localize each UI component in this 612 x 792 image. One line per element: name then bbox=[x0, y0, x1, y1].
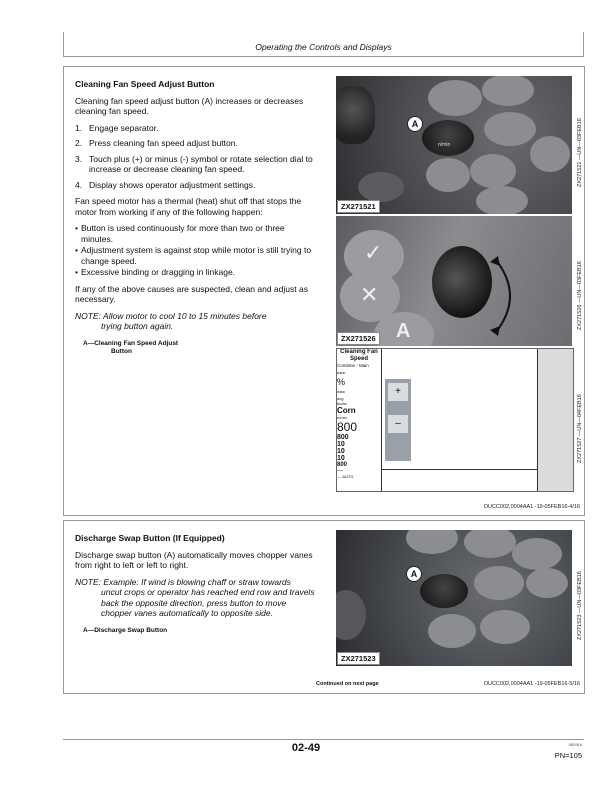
image-code: ZX271523 —UN—03FEB16 bbox=[577, 571, 583, 640]
section-discharge-swap bbox=[63, 520, 585, 694]
console-button bbox=[470, 154, 516, 188]
header-rule-bottom bbox=[63, 56, 584, 57]
console-button bbox=[476, 186, 528, 214]
step-item: 1. Engage separator. bbox=[75, 122, 159, 133]
section-cleaning-fan-speed bbox=[63, 66, 585, 516]
thermal-paragraph: Fan speed motor has a thermal (heat) shut off that stops the motor from working if any of the following happen: bbox=[75, 196, 302, 217]
bullet-item: • Adjustment system is against stop while motor is still trying to change speed. bbox=[75, 245, 312, 266]
step-list bbox=[75, 123, 318, 191]
console-button bbox=[358, 172, 404, 202]
footer-code: 082916 bbox=[568, 742, 582, 747]
console-button bbox=[428, 614, 476, 648]
screen-side-buttons bbox=[537, 349, 574, 491]
page-header-title: Operating the Controls and Displays bbox=[255, 42, 392, 52]
auto-label: ←-AUTO bbox=[337, 474, 354, 479]
bullet-item: • Button is used continuously for more than two or three minutes. bbox=[75, 223, 285, 244]
step-item: 3. Touch plus (+) or minus (-) symbol or rotate selection dial to increase or decrease cleaning fan speed. bbox=[75, 153, 313, 174]
screen-breadcrumb: Combine - Main bbox=[337, 363, 369, 368]
section-title: Discharge Swap Button (If Equipped) bbox=[75, 533, 225, 543]
section-title: Cleaning Fan Speed Adjust Button bbox=[75, 79, 215, 89]
crop-name: Corn bbox=[337, 406, 356, 415]
image-label: ZX271526 bbox=[337, 332, 380, 345]
console-button bbox=[480, 610, 530, 644]
selection-dial bbox=[432, 246, 492, 318]
legend: A—Discharge Swap Button bbox=[83, 626, 168, 634]
plus-button: + bbox=[388, 383, 408, 401]
section-ref: OUCC002,0004AA1 -19-05FEB16-4/16 bbox=[483, 504, 580, 510]
continued-note: Continued on next page bbox=[316, 681, 379, 687]
footer-rule bbox=[63, 739, 584, 740]
console-button bbox=[512, 538, 562, 570]
display-screenshot: Cleaning Fan Speed Combine - Main --- % --- avg bu/ac Corn + – n/min 800 800 10 10 10 800 --- ←-AUTO bbox=[336, 348, 574, 492]
a-button: A bbox=[374, 312, 434, 346]
cancel-button: ✕ bbox=[340, 270, 400, 322]
check-paragraph: If any of the above causes are suspected, clean and adjust as necessary. bbox=[75, 283, 308, 304]
intro-paragraph: Discharge swap button (A) automatically moves chopper vanes from right to left or left to right. bbox=[75, 549, 313, 570]
bullet-list bbox=[75, 223, 318, 278]
section-text bbox=[75, 533, 318, 635]
screen-title: Cleaning Fan Speed bbox=[340, 349, 378, 362]
step-item: 2. Press cleaning fan speed adjust button. bbox=[75, 138, 238, 148]
rotary-dial bbox=[336, 86, 375, 144]
intro-paragraph: Cleaning fan speed adjust button (A) increases or decreases cleaning fan speed. bbox=[75, 95, 304, 116]
discharge-swap-button bbox=[420, 574, 468, 608]
fan-speed-value: 800 bbox=[337, 420, 358, 434]
photo-console-buttons bbox=[336, 76, 572, 214]
note: NOTE: Allow motor to cool 10 to 15 minutes before trying button again. bbox=[75, 310, 267, 331]
cleaning-fan-speed-button: n/min bbox=[422, 120, 474, 156]
minus-button: – bbox=[388, 415, 408, 433]
pn-number: PN=105 bbox=[554, 751, 582, 760]
image-label: ZX271523 bbox=[337, 652, 380, 665]
step-item: 4. Display shows operator adjustment settings. bbox=[75, 179, 256, 190]
image-code: ZX271527 —UN—04FEB16 bbox=[577, 394, 583, 463]
console-button bbox=[426, 158, 470, 192]
console-button bbox=[428, 80, 482, 116]
console-button bbox=[406, 530, 458, 554]
page-number: 02-49 bbox=[291, 742, 321, 754]
console-button bbox=[474, 566, 524, 600]
check-button: ✓ bbox=[344, 230, 404, 282]
console-button bbox=[482, 76, 534, 106]
callout-a: A bbox=[406, 566, 422, 582]
image-label: ZX271521 bbox=[337, 200, 380, 213]
bullet-item: • Excessive binding or dragging in linkage. bbox=[75, 267, 236, 277]
section-ref: OUCC002,0004AA1 -19-05FEB16-5/16 bbox=[483, 681, 580, 687]
legend: A—Cleaning Fan Speed Adjust Button bbox=[83, 339, 179, 355]
photo-selection-dial bbox=[336, 216, 572, 346]
console-button bbox=[530, 136, 570, 172]
rotation-arrow-icon bbox=[486, 256, 526, 336]
image-code: ZX271521 —UN—03FEB16 bbox=[577, 118, 583, 187]
console-button bbox=[484, 112, 536, 146]
photo-discharge-swap-button bbox=[336, 530, 572, 666]
image-code: ZX271526 —UN—03FEB16 bbox=[577, 261, 583, 330]
console-button bbox=[464, 530, 516, 558]
console-button bbox=[336, 590, 366, 640]
note: NOTE: Example: If wind is blowing chaff or straw towards uncut crops or operator has reached end row and travels back the opposite direction, press button to move chopper vanes automatically to opposite side. bbox=[75, 576, 315, 618]
callout-a: A bbox=[407, 116, 423, 132]
console-button bbox=[526, 568, 568, 598]
section-text bbox=[75, 79, 318, 356]
